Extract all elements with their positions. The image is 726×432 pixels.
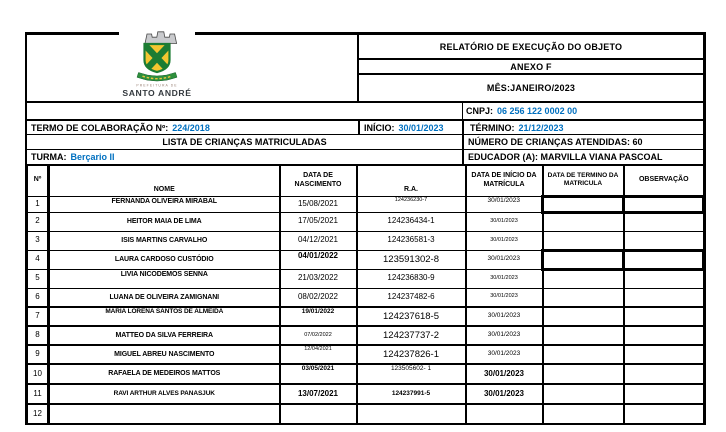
table-row [28,364,704,384]
cell-num: 1 [28,196,49,212]
cell-ra: 124236581-3 [357,231,466,250]
cell-nascimento: 17/05/2021 [280,212,357,231]
cell-observacao [624,404,704,424]
turma-row [27,149,703,164]
table-header-termino: DATA DE TERMINO DA MATRICULA [543,165,624,196]
cell-termino [543,250,624,269]
cell-nome: LUANA DE OLIVEIRA ZAMIGNANI [49,288,280,307]
cell-observacao [624,196,704,212]
turma-value: Berçario II [70,152,115,162]
lista-title: LISTA DE CRIANÇAS MATRICULADAS [162,137,327,147]
cell-nome [49,404,280,424]
cell-termino [543,196,624,212]
educador-label: EDUCADOR (A): MARVILLA VIANA PASCOAL [462,150,703,164]
table-row [28,384,704,404]
table-row [28,307,704,326]
cell-nome: MATTEO DA SILVA FERREIRA [49,326,280,345]
coat-of-arms-icon [119,28,195,99]
cell-nome: LIVIA NICODEMOS SENNA [49,269,280,288]
cell-nome: FERNANDA OLIVEIRA MIRABAL [49,196,280,212]
table-body [28,196,704,424]
termo-row [27,119,703,134]
cell-nome: HEITOR MAIA DE LIMA [49,212,280,231]
cell-nascimento: 15/08/2021 [280,196,357,212]
termino-label: TÉRMINO: [470,122,515,133]
cell-observacao [624,288,704,307]
lista-row [27,134,703,149]
cell-num: 6 [28,288,49,307]
cell-ra: 124237482-6 [357,288,466,307]
cell-observacao [624,231,704,250]
cell-ra: 124237991-5 [357,384,466,404]
cell-observacao [624,269,704,288]
cell-ra [357,404,466,424]
cell-inicio: 30/01/2023 [466,364,543,384]
cell-ra: 123505602- 1 [357,364,466,384]
cell-ra: 124237618-5 [357,307,466,326]
cell-inicio: 30/01/2023 [466,384,543,404]
city-logo [119,28,195,99]
cell-nascimento: 08/02/2022 [280,288,357,307]
cell-nome: LAURA CARDOSO CUSTÓDIO [49,250,280,269]
page-title: RELATÓRIO DE EXECUÇÃO DO OBJETO [359,35,703,60]
cell-inicio: 30/01/2023 [466,269,543,288]
cell-nascimento: 04/12/2021 [280,231,357,250]
cell-nascimento: 13/07/2021 [280,384,357,404]
cell-num: 4 [28,250,49,269]
cell-nascimento: 12/04/2021 [280,345,357,364]
cell-num: 10 [28,364,49,384]
termo-label: TERMO DE COLABORAÇÃO Nº: [31,122,169,133]
termino-value: 21/12/2023 [518,122,564,133]
cell-nascimento: 03/05/2021 [280,364,357,384]
cell-termino [543,364,624,384]
table-header-row [28,165,704,196]
cell-ra: 124236434-1 [357,212,466,231]
logo-org-name: SANTO ANDRÉ [122,88,192,98]
cell-nascimento: 04/01/2022 [280,250,357,269]
cell-ra: 124237737-2 [357,326,466,345]
cell-num: 5 [28,269,49,288]
cell-observacao [624,250,704,269]
cell-inicio [466,404,543,424]
month-label: MÊS:JANEIRO/2023 [486,83,576,93]
cell-nascimento [280,404,357,424]
cell-nome: RAVI ARTHUR ALVES PANASJUK [49,384,280,404]
numero-atendidas: NÚMERO DE CRIANÇAS ATENDIDAS: 60 [462,135,703,149]
matriculas-table [27,164,705,425]
cell-nascimento: 21/03/2022 [280,269,357,288]
cell-nascimento: 07/02/2022 [280,326,357,345]
cnpj-label: CNPJ: [466,106,494,116]
cell-termino [543,326,624,345]
cell-observacao [624,326,704,345]
cell-observacao [624,384,704,404]
cell-num: 3 [28,231,49,250]
table-header-nome: NOME [49,165,280,196]
cell-inicio: 30/01/2023 [466,212,543,231]
cell-termino [543,212,624,231]
cell-ra: 124236830-9 [357,269,466,288]
cell-inicio: 30/01/2023 [466,231,543,250]
cnpj-value: 06 256 122 0002 00 [497,106,578,116]
table-header-observacao: OBSERVAÇÃO [624,165,704,196]
inicio-value: 30/01/2023 [398,122,444,133]
logo-org-small: PREFEITURA DE [136,83,178,88]
cell-num: 12 [28,404,49,424]
cell-num: 11 [28,384,49,404]
cell-inicio: 30/01/2023 [466,307,543,326]
table-row [28,326,704,345]
cell-inicio: 30/01/2023 [466,326,543,345]
cell-num: 9 [28,345,49,364]
cell-termino [543,231,624,250]
cell-nome: ISIS MARTINS CARVALHO [49,231,280,250]
table-row [28,404,704,424]
inicio-label: INÍCIO: [364,122,395,133]
cell-num: 2 [28,212,49,231]
cell-inicio: 30/01/2023 [466,250,543,269]
cell-termino [543,384,624,404]
cell-nome: MARIA LORENA SANTOS DE ALMEIDA [49,307,280,326]
top-header-zone [27,35,703,101]
cell-observacao [624,364,704,384]
cell-observacao [624,345,704,364]
cell-termino [543,345,624,364]
cell-observacao [624,212,704,231]
cell-nome: MIGUEL ABREU NASCIMENTO [49,345,280,364]
cell-num: 7 [28,307,49,326]
table-header-num: Nº [28,165,49,196]
table-header-ra: R.A. [357,165,466,196]
cnpj-row [27,101,703,119]
cell-observacao [624,307,704,326]
cell-inicio: 30/01/2023 [466,196,543,212]
cell-termino [543,269,624,288]
table-row [28,231,704,250]
cell-termino [543,288,624,307]
cell-termino [543,404,624,424]
cell-ra: 124236230-7 [357,196,466,212]
cell-ra: 123591302-8 [357,250,466,269]
cell-termino [543,307,624,326]
table-row [28,345,704,364]
table-row [28,269,704,288]
report-title-box [357,35,703,101]
cell-nome: RAFAELA DE MEDEIROS MATTOS [49,364,280,384]
table-row [28,250,704,269]
turma-label: TURMA: [31,152,67,162]
table-row [28,212,704,231]
report-document [25,32,706,425]
table-row [28,196,704,212]
termo-value: 224/2018 [172,122,210,133]
cell-inicio: 30/01/2023 [466,288,543,307]
cell-ra: 124237826-1 [357,345,466,364]
cell-inicio: 30/01/2023 [466,345,543,364]
table-header-nascimento: DATA DE NASCIMENTO [280,165,357,196]
table-header-inicio: DATA DE INÍCIO DA MATRÍCULA [466,165,543,196]
cell-num: 8 [28,326,49,345]
cell-nascimento: 19/01/2022 [280,307,357,326]
table-row [28,288,704,307]
annex-label: ANEXO F [359,60,703,75]
